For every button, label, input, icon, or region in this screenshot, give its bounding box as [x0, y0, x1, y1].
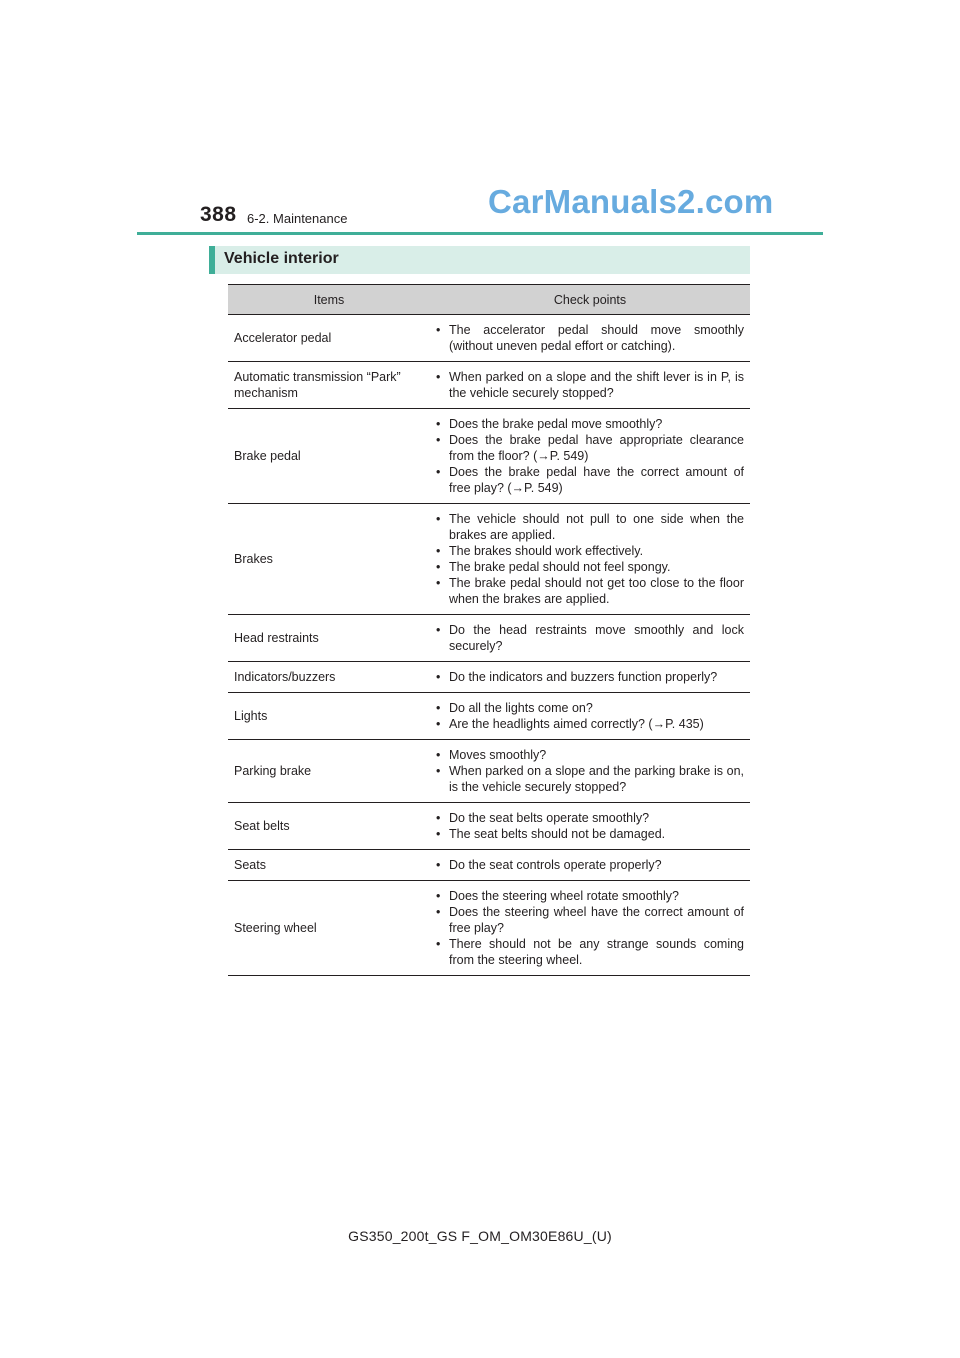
item-cell: Steering wheel [228, 881, 430, 976]
item-cell: Lights [228, 693, 430, 740]
item-cell: Seats [228, 850, 430, 881]
table-row [228, 881, 750, 976]
item-cell: Head restraints [228, 615, 430, 662]
check-points-list [436, 700, 744, 732]
check-point: • Does the brake pedal have the correct amount of free play? (→P. 549) [436, 464, 744, 496]
check-points-cell [430, 693, 750, 740]
item-cell: Parking brake [228, 740, 430, 803]
check-point: • When parked on a slope and the shift lever is in P, is the vehicle securely stopped? [436, 369, 744, 401]
check-points-list [436, 810, 744, 842]
item-cell: Accelerator pedal [228, 315, 430, 362]
check-point: • Does the steering wheel rotate smoothly? [436, 888, 744, 904]
check-point: • Do the head restraints move smoothly and lock securely? [436, 622, 744, 654]
check-point: • Moves smoothly? [436, 747, 744, 763]
check-point: • Do the seat controls operate properly? [436, 857, 744, 873]
check-points-list [436, 416, 744, 496]
section-title: Vehicle interior [224, 250, 339, 267]
check-point: • There should not be any strange sounds coming from the steering wheel. [436, 936, 744, 968]
check-points-cell [430, 615, 750, 662]
table-row [228, 740, 750, 803]
check-point: • The seat belts should not be damaged. [436, 826, 744, 842]
table-header [228, 285, 750, 315]
check-point: • The brake pedal should not feel spongy. [436, 559, 744, 575]
header-rule [137, 232, 823, 235]
check-point: • Do the seat belts operate smoothly? [436, 810, 744, 826]
check-points-cell [430, 881, 750, 976]
check-points-cell [430, 362, 750, 409]
check-points-cell [430, 662, 750, 693]
item-cell: Indicators/buzzers [228, 662, 430, 693]
table-row [228, 409, 750, 504]
check-points-list [436, 669, 744, 685]
check-points-list [436, 747, 744, 795]
table-header-row [228, 285, 750, 315]
check-table [228, 284, 750, 976]
check-points-cell [430, 740, 750, 803]
check-point: • Does the brake pedal have appropriate clearance from the floor? (→P. 549) [436, 432, 744, 464]
check-point: • The brake pedal should not get too close to the floor when the brakes are applied. [436, 575, 744, 607]
check-points-list [436, 511, 744, 607]
check-point: • The accelerator pedal should move smoothly (without uneven pedal effort or catching). [436, 322, 744, 354]
check-points-cell [430, 504, 750, 615]
table-body [228, 315, 750, 976]
check-points-list [436, 622, 744, 654]
check-points-cell [430, 850, 750, 881]
table-row [228, 615, 750, 662]
column-header-items: Items [228, 285, 430, 315]
check-points-list [436, 888, 744, 968]
check-point: • Does the steering wheel have the correct amount of free play? [436, 904, 744, 936]
check-points-list [436, 322, 744, 354]
table-row [228, 504, 750, 615]
table-row [228, 803, 750, 850]
table-row [228, 693, 750, 740]
section-label: 6-2. Maintenance [247, 211, 348, 226]
page-number: 388 [200, 203, 237, 226]
table-row [228, 315, 750, 362]
check-points-cell [430, 315, 750, 362]
check-points-cell [430, 803, 750, 850]
check-point: • Are the headlights aimed correctly? (→P. 435) [436, 716, 744, 732]
check-point: • Does the brake pedal move smoothly? [436, 416, 744, 432]
check-points-list [436, 369, 744, 401]
table-row [228, 662, 750, 693]
table-row [228, 850, 750, 881]
check-point: • When parked on a slope and the parking brake is on, is the vehicle securely stopped? [436, 763, 744, 795]
item-cell: Brakes [228, 504, 430, 615]
item-cell: Brake pedal [228, 409, 430, 504]
table-row [228, 362, 750, 409]
check-point: • Do the indicators and buzzers function properly? [436, 669, 744, 685]
watermark-logo: CarManuals2.com [488, 183, 774, 220]
check-point: • The brakes should work effectively. [436, 543, 744, 559]
check-points-cell [430, 409, 750, 504]
check-point: • The vehicle should not pull to one side when the brakes are applied. [436, 511, 744, 543]
check-point: • Do all the lights come on? [436, 700, 744, 716]
item-cell: Automatic transmission “Park” mechanism [228, 362, 430, 409]
column-header-check-points: Check points [430, 285, 750, 315]
check-points-list [436, 857, 744, 873]
item-cell: Seat belts [228, 803, 430, 850]
footer-document-code: GS350_200t_GS F_OM_OM30E86U_(U) [348, 1228, 612, 1244]
section-title-bar [209, 246, 750, 274]
